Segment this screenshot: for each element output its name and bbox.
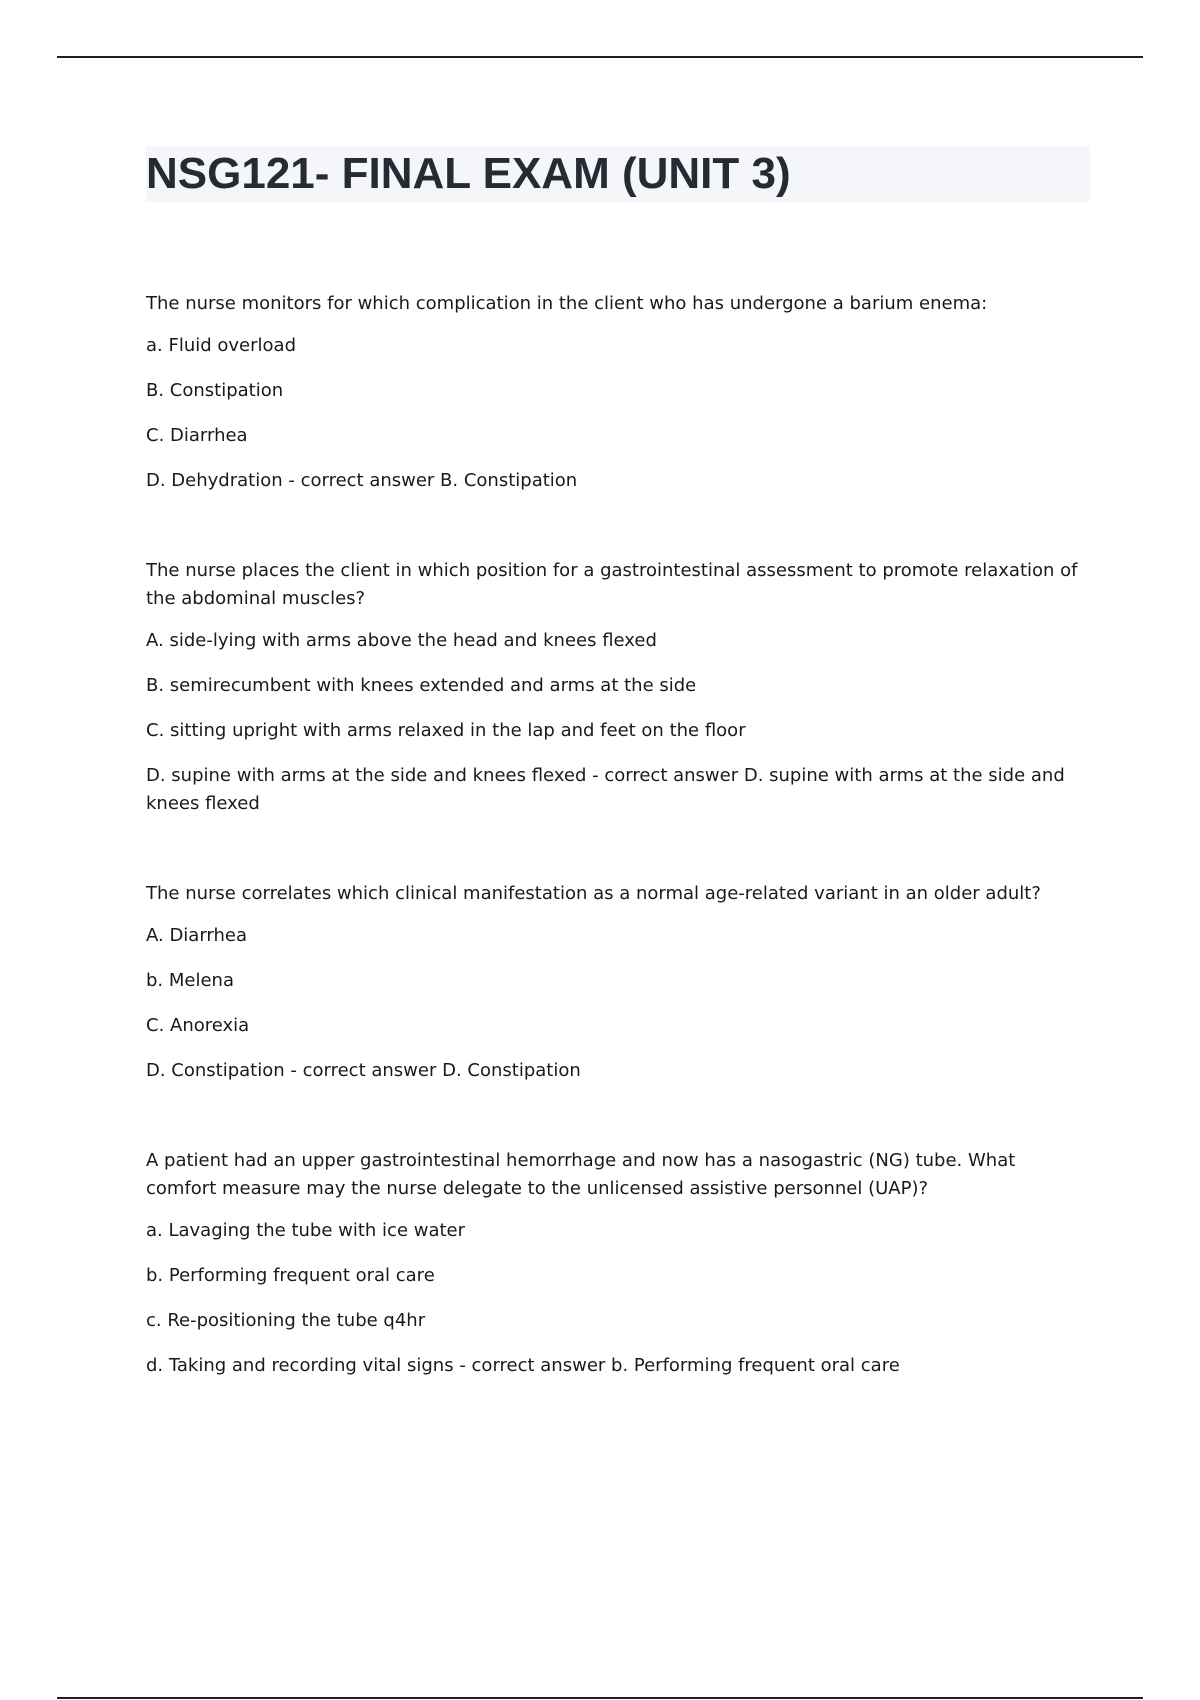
page-title: NSG121- FINAL EXAM (UNIT 3)	[146, 149, 791, 198]
question-stem: The nurse correlates which clinical manifestation as a normal age-related variant in an older adult?	[146, 883, 1041, 904]
answer-option: b. Performing frequent oral care	[146, 1265, 435, 1286]
answer-option: C. Anorexia	[146, 1015, 250, 1036]
answer-option-with-correct-answer: D. Constipation - correct answer D. Constipation	[146, 1060, 581, 1081]
answer-option: A. side-lying with arms above the head and knees flexed	[146, 630, 657, 651]
answer-option-with-correct-answer: D. supine with arms at the side and knees flexed - correct answer D. supine with arms at the side and knees flexed	[146, 765, 1065, 814]
question-list	[146, 290, 1090, 1442]
answer-option-with-correct-answer: d. Taking and recording vital signs - correct answer b. Performing frequent oral care	[146, 1355, 900, 1376]
question-stem: The nurse places the client in which position for a gastrointestinal assessment to promote relaxation of the abdominal muscles?	[146, 560, 1078, 609]
answer-option: B. Constipation	[146, 380, 284, 401]
question-4	[146, 1147, 1090, 1380]
answer-option: a. Fluid overload	[146, 335, 296, 356]
question-stem: A patient had an upper gastrointestinal hemorrhage and now has a nasogastric (NG) tube. What comfort measure may the nurse delegate to the unlicensed assistive personnel (UAP)?	[146, 1150, 1016, 1199]
answer-option: A. Diarrhea	[146, 925, 248, 946]
answer-option: C. sitting upright with arms relaxed in the lap and feet on the floor	[146, 720, 746, 741]
answer-option: c. Re-positioning the tube q4hr	[146, 1310, 426, 1331]
answer-option: a. Lavaging the tube with ice water	[146, 1220, 466, 1241]
top-divider	[57, 56, 1143, 58]
bottom-divider	[57, 1697, 1143, 1699]
question-3	[146, 880, 1090, 1085]
question-stem: The nurse monitors for which complication in the client who has undergone a barium enema:	[146, 293, 988, 314]
question-1	[146, 290, 1090, 495]
answer-option: B. semirecumbent with knees extended and arms at the side	[146, 675, 697, 696]
answer-option: b. Melena	[146, 970, 234, 991]
answer-option: C. Diarrhea	[146, 425, 248, 446]
answer-option-with-correct-answer: D. Dehydration - correct answer B. Constipation	[146, 470, 578, 491]
question-2	[146, 557, 1090, 818]
